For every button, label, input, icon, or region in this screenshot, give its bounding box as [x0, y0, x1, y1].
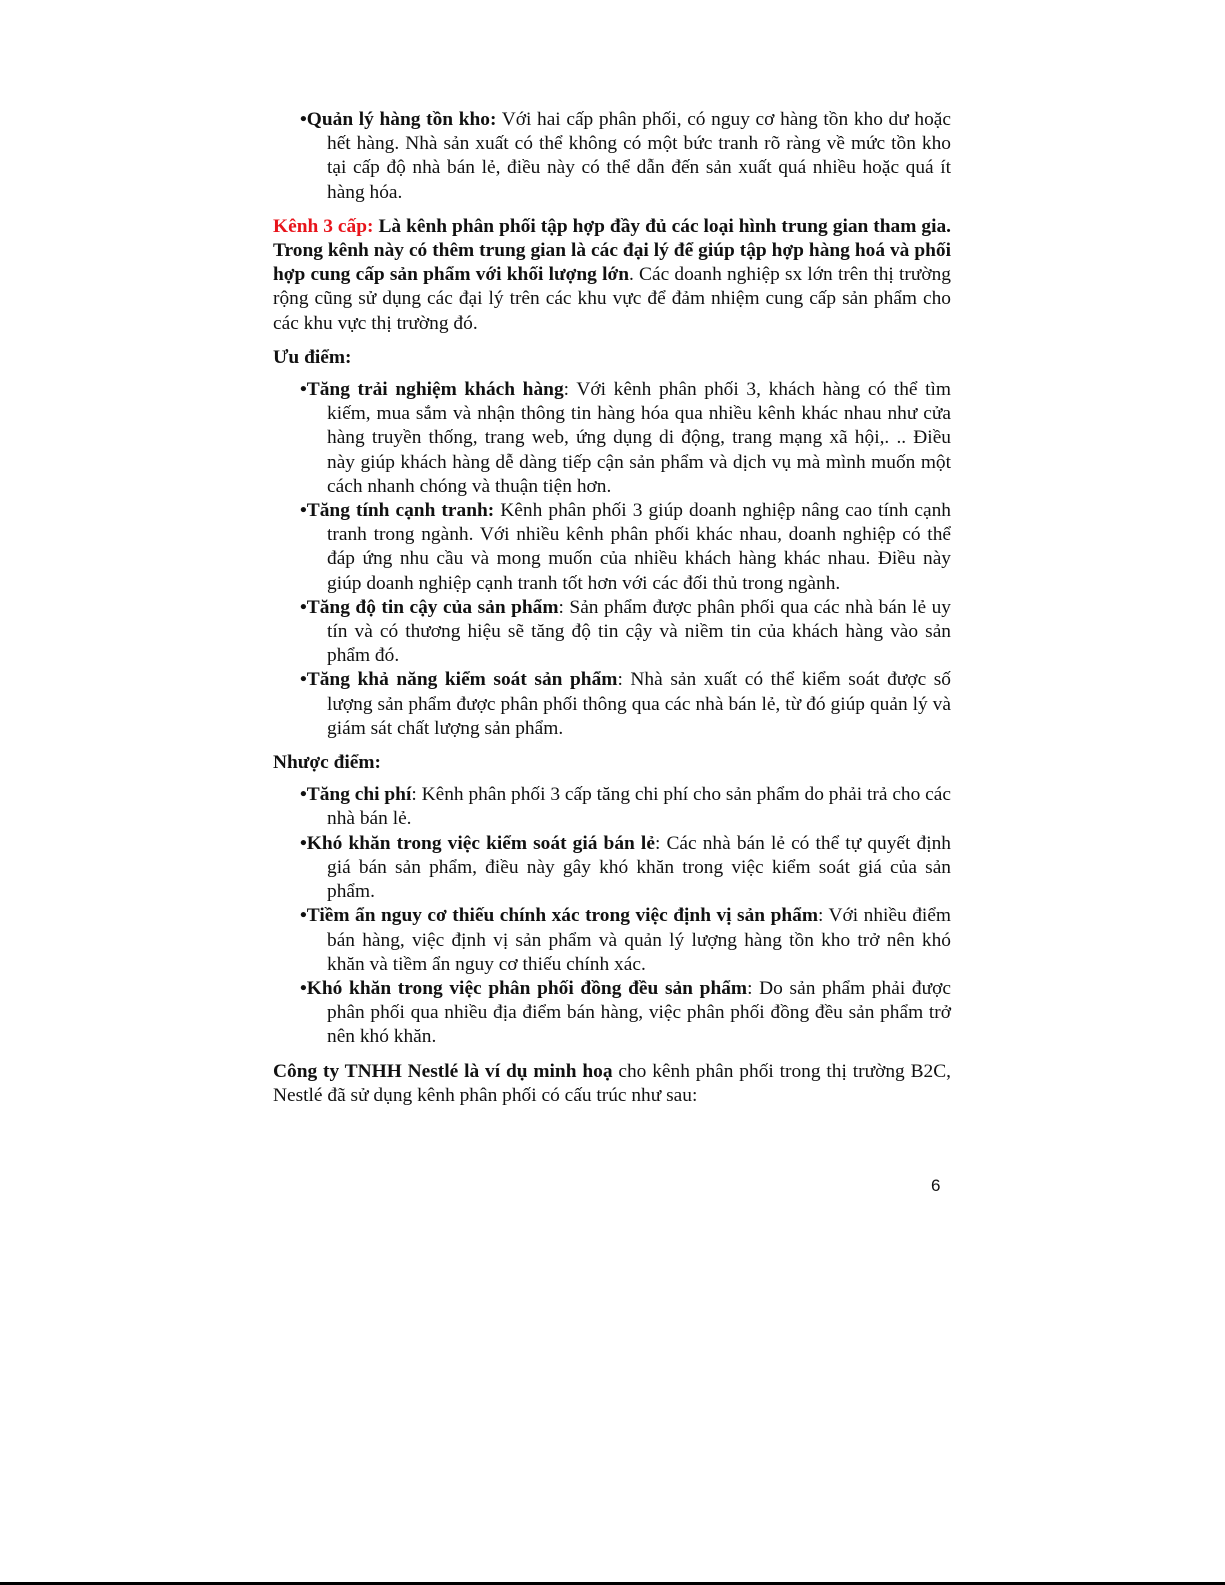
- conclusion-text: cho kênh phân phối trong thị trường B2C, Nestlé đã sử dụng kênh phân phối có cấu trúc như sau:: [273, 1060, 951, 1106]
- advantage-text: : Sản phẩm được phân phối qua các nhà bán lẻ uy tín và có thương hiệu sẽ tăng độ tin cậy và niềm tin của khách hàng vào sản phẩm đó.: [327, 596, 951, 667]
- bullet-symbol: •: [300, 500, 307, 522]
- disadvantages-heading: Nhược điểm:: [273, 752, 382, 774]
- advantage-text: : Nhà sản xuất có thể kiểm soát được số lượng sản phẩm được phân phối thông qua các nhà bán lẻ, từ đó giúp quản lý và giám sát chất lượng sản phẩm.: [327, 669, 952, 739]
- disadvantage-term: Khó khăn trong việc phân phối đồng đều sản phẩm: [306, 977, 748, 999]
- bullet-symbol: •: [300, 905, 307, 927]
- disadvantage-item: [300, 783, 951, 831]
- channel-3-bold-text: Là kênh phân phối tập hợp đầy đủ các loại hình trung gian tham gia. Trong kênh này có thêm trung gian là các đại lý để giúp tập hợp hàng hoá và phối hợp cung cấp sản phẩm với khối lượng lớn: [273, 215, 951, 286]
- channel-3-text: . Các doanh nghiệp sx lớn trên thị trường rộng cũng sử dụng các đại lý trên các khu vực để đảm nhiệm cung cấp sản phẩm cho các khu vực thị trường đó.: [273, 264, 951, 334]
- disadvantage-term: Tiềm ẩn nguy cơ thiếu chính xác trong việc định vị sản phẩm: [306, 905, 818, 927]
- disadvantage-item: [300, 977, 951, 1050]
- bullet-symbol: •: [300, 379, 307, 401]
- advantage-item: [300, 378, 952, 499]
- bullet-symbol: •: [300, 669, 307, 691]
- disadvantage-item: [300, 904, 952, 977]
- disadvantage-text: : Các nhà bán lẻ có thể tự quyết định giá bán sản phẩm, điều này gây khó khăn trong việc kiểm soát giá của sản phẩm.: [327, 832, 952, 903]
- disadvantage-item: [300, 832, 952, 905]
- advantage-term: Tăng trải nghiệm khách hàng: [306, 379, 564, 401]
- disadvantage-text: : Do sản phẩm phải được phân phối qua nhiều địa điểm bán hàng, việc phân phối đồng đều sản phẩm trở nên khó khăn.: [327, 977, 951, 1048]
- bullet-symbol: •: [300, 596, 307, 618]
- advantage-item: [300, 499, 951, 596]
- advantage-term: Tăng độ tin cậy của sản phẩm: [306, 596, 559, 618]
- channel-3-paragraph: [273, 215, 951, 336]
- channel-3-label: Kênh 3 cấp:: [273, 215, 374, 237]
- disadvantage-term: Khó khăn trong việc kiểm soát giá bán lẻ: [306, 832, 655, 854]
- disadvantage-text: : Với nhiều điểm bán hàng, việc định vị sản phẩm và quản lý lượng hàng tồn kho trở nên khó khăn và tiềm ẩn nguy cơ thiếu chính xác.: [327, 905, 952, 975]
- advantage-item: [300, 668, 952, 741]
- bullet-term: Quản lý hàng tồn kho:: [306, 109, 497, 130]
- advantage-item: [300, 596, 951, 669]
- advantage-term: Tăng khả năng kiểm soát sản phẩm: [306, 669, 618, 691]
- page-number: 6: [931, 1176, 941, 1195]
- advantage-text: : Với kênh phân phối 3, khách hàng có thể tìm kiếm, mua sắm và nhận thông tin hàng hóa qua nhiều kênh khác nhau như cửa hàng truyền thống, trang web, ứng dụng di động, trang mạng xã hội,. .. Điều này giúp khách hàng dễ dàng tiếp cận sản phẩm và dịch vụ mà mình muốn một cách nhanh chóng và thuận tiện hơn.: [327, 379, 952, 497]
- disadvantage-text: : Kênh phân phối 3 cấp tăng chi phí cho sản phẩm do phải trả cho các nhà bán lẻ.: [327, 784, 951, 830]
- bullet-inventory-management: [300, 108, 952, 205]
- advantage-term: Tăng tính cạnh tranh:: [306, 500, 495, 522]
- advantages-heading: Ưu điểm:: [273, 346, 352, 368]
- conclusion-paragraph: [273, 1060, 951, 1108]
- document-page: [273, 108, 951, 1108]
- conclusion-bold-text: Công ty TNHH Nestlé là ví dụ minh hoạ: [273, 1060, 613, 1082]
- bullet-symbol: •: [300, 977, 307, 999]
- advantage-text: Kênh phân phối 3 giúp doanh nghiệp nâng cao tính cạnh tranh trong ngành. Với nhiều kênh phân phối khác nhau, doanh nghiệp có thể đáp ứng nhu cầu và mong muốn của nhiều khách hàng khác nhau. Điều này giúp doanh nghiệp cạnh tranh tốt hơn với các đối thủ trong ngành.: [327, 500, 951, 594]
- bullet-symbol: •: [300, 832, 307, 854]
- bullet-text: Với hai cấp phân phối, có nguy cơ hàng tồn kho dư hoặc hết hàng. Nhà sản xuất có thể không có một bức tranh rõ ràng về mức tồn kho tại cấp độ nhà bán lẻ, điều này có thể dẫn đến sản xuất quá nhiều hoặc quá ít hàng hóa.: [327, 109, 952, 203]
- bullet-symbol: •: [300, 109, 307, 130]
- disadvantage-term: Tăng chi phí: [306, 784, 412, 806]
- bullet-symbol: •: [300, 784, 307, 806]
